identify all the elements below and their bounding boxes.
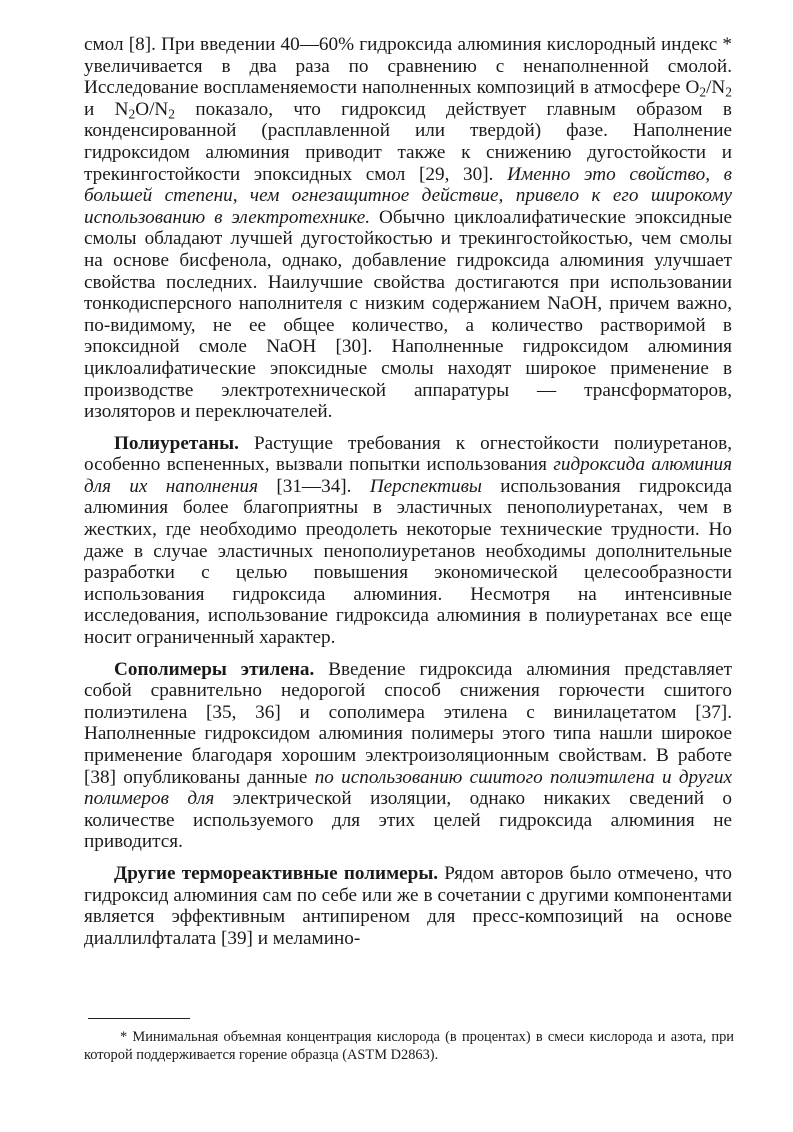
subscript: 2 [725,84,732,100]
italic-text: Именно это свойство, в большей степени, чем огнезащитное действие, привело к его широкому использованию в электротехнике. [84,163,732,228]
text-run: и N [84,98,129,120]
text-run: O/N [135,98,169,120]
text-run: /N [706,77,726,99]
text-run: [31—34]. [258,475,370,497]
italic-text: Перспективы [369,475,482,497]
italic-text: по использованию сшитого полиэтилена и других полимеров для [84,766,732,810]
footnote [84,1028,734,1064]
subscript: 2 [128,106,136,122]
subscript: 2 [699,84,707,100]
text-run: электрической изоляции, однако никаких сведений о количестве используемого для этих целей гидроксида алюминия не приводится. [84,788,732,853]
footnote-text: * Минимальная объемная концентрация кислорода (в процентах) в смеси кислорода и азота, при которой поддерживается горение образца (ASTM D2863). [84,1029,734,1063]
paragraph-other-thermosets [84,863,732,949]
text-run: смол [8]. При введении 40—60% гидроксида алюминия кислородный индекс * увеличивается в два раза по сравнению с ненаполненной смолой. Исследование воспламеняемости наполненных композиций в атмосфере O [84,34,732,99]
page-body [84,34,732,949]
text-run: показало, что гидроксид действует главным образом в конденсированной (расплавленной или твердой) фазе. Наполнение гидроксидом алюминия приводит также к снижению дугостойкости и трекингостойкости эпоксидных смол [29, 30]. [84,98,732,185]
text-run: Растущие требования к огнестойкости полиуретанов, особенно вспененных, вызвали попытки использования [84,432,732,476]
text-run: использования гидроксида алюминия более благоприятны в эластичных пенополиуретанах, чем в жестких, где необходимо преодолеть некоторые технические трудности. Но даже в случае эластичных пенополиуретанов необходимы дополнительные разработки с целью повышения экономической целесообразности использования гидроксида алюминия. Несмотря на интенсивные исследования, использование гидроксида алюминия в полиуретанах все еще носит ограниченный характер. [84,475,733,649]
italic-text: гидроксида алюминия для их наполнения [84,454,732,497]
section-heading: Полиуретаны. [114,432,239,454]
paragraph-ethylene-copolymers [84,659,732,853]
paragraph-polyurethanes [84,433,732,649]
text-run: Введение гидроксида алюминия представляет собой сравнительно недорогой способ снижения горючести сшитого полиэтилена [35, 36] и сополимера этилена с винилацетатом [37]. Наполненные гидроксидом алюминия полимеры этого типа нашли широкое применение благодаря хорошим электроизоляционным свойствам. В работе [38] опубликованы данные [84,658,732,788]
text-run: Обычно циклоалифатические эпоксидные смолы обладают лучшей дугостойкостью и трекингостойкостью, чем смолы на основе бисфенола, однако, добавление гидроксида алюминия улучшает свойства последних. Наилучшие свойства достигаются при использовании тонкодисперсного наполнителя с низким содержанием NaOH, причем важно, по-видимому, не ее общее количество, а количество растворимой в эпоксидной смоле NaOH [30]. Наполненные гидроксидом алюминия циклоалифатические эпоксидные смолы находят широкое применение в производстве электротехнической аппаратуры — трансформаторов, изоляторов и переключателей. [84,206,732,423]
footnote-divider [88,1018,190,1019]
section-heading: Сополимеры этилена. [114,658,315,680]
section-heading: Другие термореактивные полимеры. [114,862,439,884]
text-run: Рядом авторов было отмечено, что гидроксид алюминия сам по себе или же в сочетании с другими компонентами является эффективным антипиреном для пресс-композиций на основе диаллилфталата [39] и меламино- [84,862,732,949]
paragraph-epoxy-continuation [84,34,732,423]
subscript: 2 [168,106,175,122]
